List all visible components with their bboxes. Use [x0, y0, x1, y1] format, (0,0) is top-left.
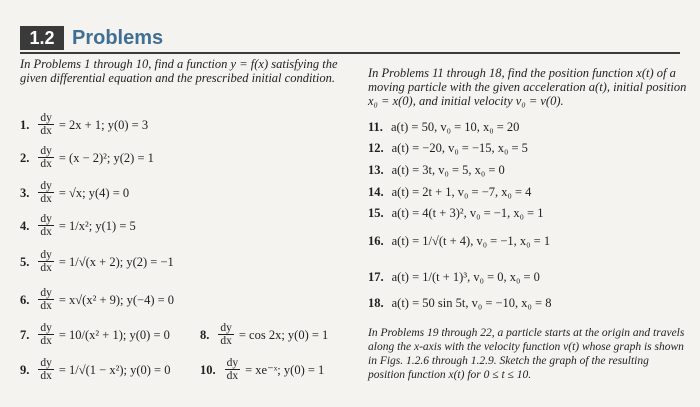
problem-text: a(t) = 50 sin 5t, v₀ = −10, x₀ = 8 — [391, 296, 552, 310]
problem-text: = x√(x² + 9); y(−4) = 0 — [58, 292, 175, 307]
derivative-fraction: $\frac{dy}{dx}$ — [226, 357, 239, 382]
section-header — [20, 26, 680, 50]
derivative-fraction: $\frac{dy}{dx}$ — [40, 357, 52, 382]
problem-7 — [20, 322, 170, 347]
problem-9 — [20, 357, 170, 382]
problem-number: 8. — [200, 327, 210, 342]
problem-text: a(t) = 1/√(t + 4), v₀ = −1, x₀ = 1 — [391, 234, 551, 248]
problem-number: 9. — [20, 362, 30, 377]
problems-19-22-intro: In Problems 19 through 22, a particle starts at the origin and travels along the x-axis with the velocity function v(t) whose graph is shown in Figs. 1.2.6 through 1.2.9. Sketch the graph of the resulting position function x(t) for 0 ≤ t ≤ 10. — [368, 327, 685, 381]
problem-18 — [368, 296, 551, 310]
derivative-fraction: $\frac{dy}{dx}$ — [40, 180, 52, 205]
intro-left: In Problems 1 through 10, find a function y = f(x) satisfying the given differential equation and the prescribed initial condition. — [20, 57, 338, 85]
header-rule — [20, 52, 680, 54]
problem-text: = 1/√(1 − x²); y(0) = 0 — [58, 362, 171, 377]
section-title: Problems — [72, 27, 164, 49]
problem-text: a(t) = 50, v₀ = 10, x₀ = 20 — [390, 120, 520, 134]
problem-number: 16. — [368, 234, 384, 248]
derivative-fraction: $\frac{dy}{dx}$ — [40, 112, 52, 137]
problem-5 — [20, 249, 174, 274]
problem-number: 3. — [20, 185, 30, 200]
intro-right: In Problems 11 through 18, find the position function x(t) of a moving particle with the given acceleration a(t), initial position x₀ = x(0), and initial velocity v₀ = v(0). — [368, 66, 687, 108]
problem-2 — [20, 145, 154, 170]
problem-16 — [368, 234, 550, 248]
problem-10 — [200, 357, 324, 382]
problem-14 — [368, 185, 531, 199]
problem-text: a(t) = −20, v₀ = −15, x₀ = 5 — [391, 141, 528, 155]
problem-number: 17. — [368, 270, 384, 284]
problem-text: a(t) = 1/(t + 1)³, v₀ = 0, x₀ = 0 — [391, 270, 540, 284]
problem-number: 13. — [368, 163, 384, 177]
problem-text: = √x; y(4) = 0 — [58, 185, 130, 200]
problem-text: = 1/√(x + 2); y(2) = −1 — [58, 254, 174, 269]
problem-number: 11. — [368, 120, 383, 134]
problem-12 — [368, 141, 528, 155]
problem-13 — [368, 163, 505, 177]
problem-number: 15. — [368, 206, 384, 220]
derivative-fraction: $\frac{dy}{dx}$ — [40, 213, 52, 238]
problem-text: a(t) = 2t + 1, v₀ = −7, x₀ = 4 — [391, 185, 532, 199]
problem-1 — [20, 112, 148, 137]
problem-15 — [368, 206, 543, 220]
problem-number: 1. — [20, 117, 30, 132]
problem-text: = xe⁻ˣ; y(0) = 1 — [245, 362, 325, 377]
derivative-fraction: $\frac{dy}{dx}$ — [40, 249, 52, 274]
problem-text: = (x − 2)²; y(2) = 1 — [58, 150, 154, 165]
problem-number: 10. — [200, 362, 216, 377]
problem-4 — [20, 213, 136, 238]
derivative-fraction: $\frac{dy}{dx}$ — [40, 287, 52, 312]
problem-number: 18. — [368, 296, 384, 310]
problem-3 — [20, 180, 129, 205]
problem-text: a(t) = 4(t + 3)², v₀ = −1, x₀ = 1 — [391, 206, 544, 220]
problem-number: 4. — [20, 218, 30, 233]
section-number: 1.2 — [20, 26, 64, 50]
problem-number: 5. — [20, 254, 30, 269]
problem-text: = 2x + 1; y(0) = 3 — [58, 117, 149, 132]
derivative-fraction: $\frac{dy}{dx}$ — [40, 322, 52, 347]
problem-number: 6. — [20, 292, 30, 307]
problem-number: 2. — [20, 150, 30, 165]
problem-11 — [368, 120, 519, 134]
problem-text: = 10/(x² + 1); y(0) = 0 — [58, 327, 170, 342]
problem-text: = cos 2x; y(0) = 1 — [238, 327, 329, 342]
problem-text: a(t) = 3t, v₀ = 5, x₀ = 0 — [391, 163, 505, 177]
problem-number: 7. — [20, 327, 30, 342]
problem-text: = 1/x²; y(1) = 5 — [58, 218, 136, 233]
derivative-fraction: $\frac{dy}{dx}$ — [220, 322, 232, 347]
problem-17 — [368, 270, 540, 284]
derivative-fraction: $\frac{dy}{dx}$ — [40, 145, 52, 170]
problem-number: 12. — [368, 141, 384, 155]
problem-number: 14. — [368, 185, 384, 199]
problem-8 — [200, 322, 328, 347]
problem-6 — [20, 287, 174, 312]
